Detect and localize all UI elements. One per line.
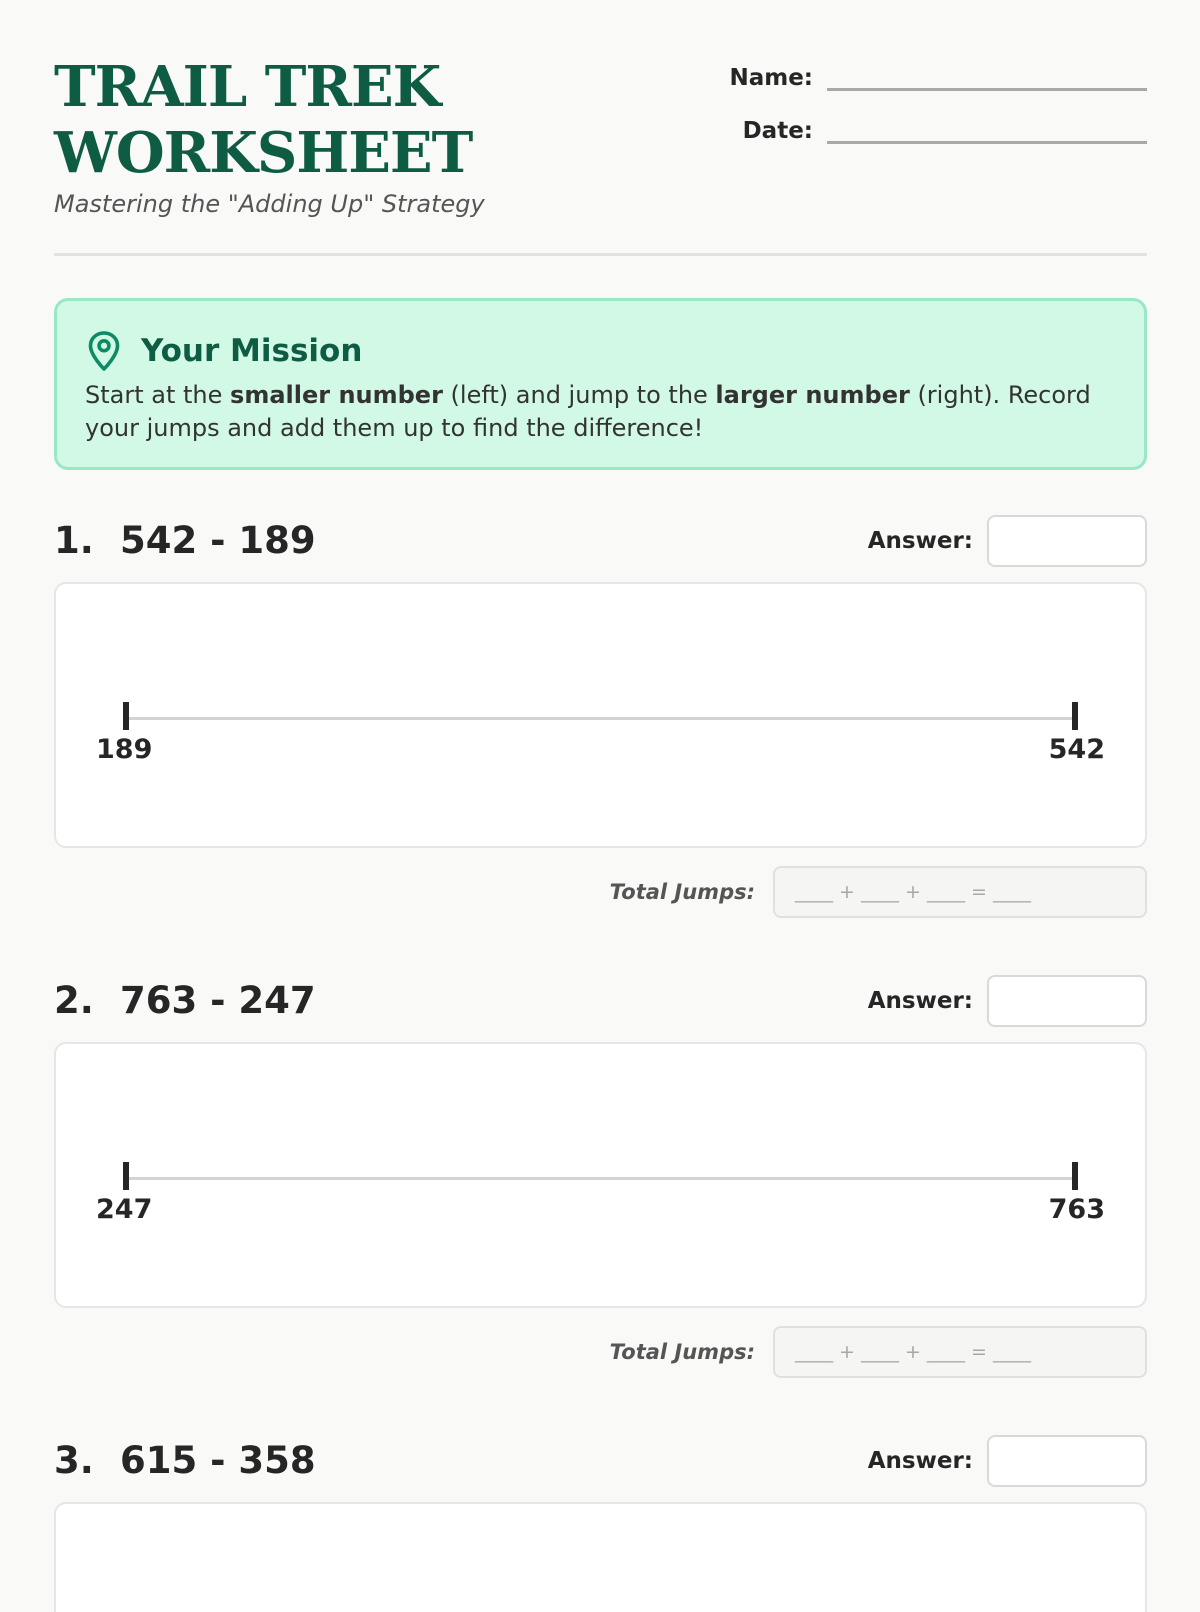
answer-group xyxy=(868,974,1147,1028)
problem-expression: 763 - 247 xyxy=(120,979,316,1022)
problem-expression: 542 - 189 xyxy=(120,519,316,562)
date-label: Date: xyxy=(742,118,813,144)
mission-text-1: Start at the xyxy=(85,381,231,409)
mission-instructions xyxy=(85,379,1116,445)
problem-header xyxy=(54,974,1147,1028)
start-label: 189 xyxy=(96,734,153,765)
number-line xyxy=(126,717,1075,720)
worksheet-header xyxy=(54,0,1147,256)
title-line-2: WORKSHEET xyxy=(54,120,473,186)
page-title xyxy=(54,54,472,186)
problem-number: 1. xyxy=(54,519,94,562)
problem-header xyxy=(54,514,1147,568)
end-label: 763 xyxy=(1048,1194,1105,1225)
answer-label: Answer: xyxy=(867,1448,973,1474)
mission-box xyxy=(54,298,1147,470)
header-divider xyxy=(54,253,1147,256)
problem-number: 2. xyxy=(54,979,94,1022)
title-line-1: TRAIL TREK xyxy=(54,54,441,120)
mission-header xyxy=(85,329,1116,373)
map-pin-icon xyxy=(85,330,123,372)
start-label: 247 xyxy=(96,1194,153,1225)
mission-title: Your Mission xyxy=(141,333,363,369)
page-subtitle: Mastering the "Adding Up" Strategy xyxy=(54,190,485,218)
problem-number: 3. xyxy=(54,1439,94,1482)
start-tick xyxy=(123,702,129,730)
name-row xyxy=(713,58,1147,91)
date-row xyxy=(713,111,1147,144)
date-field[interactable] xyxy=(827,111,1147,144)
answer-label: Answer: xyxy=(867,528,973,554)
name-label: Name: xyxy=(729,65,813,91)
name-field[interactable] xyxy=(827,58,1147,91)
problem-title xyxy=(54,974,316,1028)
number-line-box xyxy=(54,582,1147,848)
total-jumps-row xyxy=(610,1326,1147,1378)
answer-input[interactable] xyxy=(987,515,1147,567)
total-jumps-row xyxy=(610,866,1147,918)
worksheet-page xyxy=(54,0,1147,1482)
end-tick xyxy=(1072,1162,1078,1190)
mission-bold-1: smaller number xyxy=(230,381,443,409)
total-jumps-label: Total Jumps: xyxy=(609,880,755,904)
total-jumps-label: Total Jumps: xyxy=(609,1340,755,1364)
problem-header xyxy=(54,1434,1147,1488)
problem-expression: 615 - 358 xyxy=(120,1439,316,1482)
answer-input[interactable] xyxy=(987,975,1147,1027)
end-label: 542 xyxy=(1048,734,1105,765)
problem-3 xyxy=(54,1434,1147,1488)
answer-group xyxy=(868,514,1147,568)
problem-1 xyxy=(54,514,1147,904)
end-tick xyxy=(1072,702,1078,730)
number-line-box xyxy=(54,1042,1147,1308)
number-line xyxy=(126,1177,1075,1180)
mission-bold-2: larger number xyxy=(715,381,910,409)
answer-label: Answer: xyxy=(867,988,973,1014)
total-jumps-input[interactable]: ____ + ____ + ____ = ____ xyxy=(773,1326,1147,1378)
mission-text-3: (right). Record your jumps and add them up to find the difference! xyxy=(85,381,1091,442)
problem-title xyxy=(54,1434,316,1488)
total-jumps-input[interactable]: ____ + ____ + ____ = ____ xyxy=(773,866,1147,918)
answer-input[interactable] xyxy=(987,1435,1147,1487)
problem-2 xyxy=(54,974,1147,1364)
answer-group xyxy=(868,1434,1147,1488)
mission-text-2: (left) and jump to the xyxy=(442,381,716,409)
number-line-box xyxy=(54,1502,1147,1612)
problem-title xyxy=(54,514,316,568)
start-tick xyxy=(123,1162,129,1190)
